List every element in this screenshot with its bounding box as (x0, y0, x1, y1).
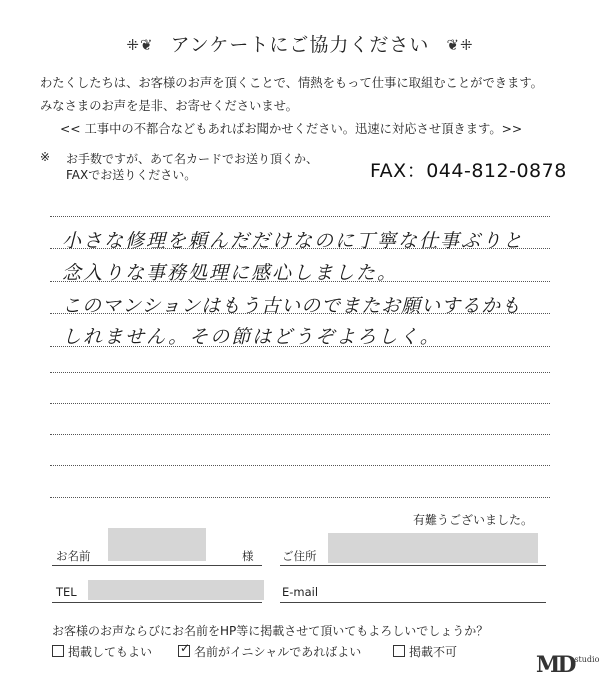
name-suffix: 様 (242, 549, 254, 563)
handwritten-comment-line-1: 小さな修理を頼んだだけなのに丁寧な仕事ぶりと (62, 230, 525, 252)
handwritten-comment-line-4: しれません。その節はどうぞよろしく。 (62, 326, 441, 348)
email-underline (280, 602, 546, 603)
intro-line-3: << 工事中の不都合なども​あればお聞かせください。迅速に対応させ頂きます。>> (60, 122, 523, 136)
writing-line (50, 465, 550, 466)
checkbox-unchecked-icon[interactable] (52, 645, 64, 657)
survey-title (0, 30, 600, 57)
email-label: E-mail (282, 585, 319, 599)
writing-line (50, 216, 550, 217)
publish-question: お客様のお声ならびにお名前をHP等に掲載させて頂いてもよろしいでしょうか？ (52, 624, 489, 638)
option-initials-ok[interactable] (178, 643, 361, 660)
thanks-text: 有難うございました。 (413, 513, 534, 527)
handwritten-comment-line-2: 念入りな事務処理に感心しました。 (62, 262, 399, 284)
note-line-1: お手数ですが、あて名カードでお送り頂くか、 (66, 152, 319, 166)
option-label: 掲載不可 (409, 645, 458, 659)
tel-underline (52, 602, 262, 603)
tel-redacted (88, 580, 264, 600)
writing-line (50, 372, 550, 373)
option-publish-no[interactable] (393, 643, 457, 660)
note-line-2: FAXでお送りください。 (66, 168, 197, 182)
tel-label: TEL (56, 585, 77, 599)
checkbox-unchecked-icon[interactable] (393, 645, 405, 657)
address-underline (280, 565, 546, 566)
handwritten-comment-line-3: このマンションはもう古いのでまたお願いするかも (62, 295, 522, 317)
name-label: お名前 (56, 549, 91, 563)
address-label: ご住所 (282, 549, 317, 563)
option-publish-ok[interactable] (52, 643, 152, 660)
option-label: 名前がイニシャルであればよい (194, 645, 362, 659)
intro-line-1: わたくしたちは、お客様のお声を頂くことで、情熱をもって仕事に取組むことができます。 (40, 76, 543, 90)
ornament-left-icon: ⁜❦ (126, 36, 154, 54)
logo-text: studio (574, 655, 600, 664)
name-redacted (108, 528, 206, 561)
name-underline (52, 565, 262, 566)
checkbox-checked-icon[interactable] (178, 641, 191, 657)
address-redacted (328, 533, 538, 563)
intro-line-2: みなさまのお声を是非、お寄せくださいませ。 (40, 99, 298, 113)
studio-logo (536, 652, 599, 678)
writing-line (50, 497, 550, 498)
writing-line (50, 434, 550, 435)
note-mark: ※ (40, 150, 51, 164)
writing-line (50, 403, 550, 404)
ornament-right-icon: ❦⁜ (446, 36, 474, 54)
logo-mark: MD (536, 652, 574, 678)
option-label: 掲載してもよい (68, 645, 153, 659)
check-mark-icon: ✓ (180, 641, 191, 655)
survey-title-text: アンケートにご協力ください (170, 34, 430, 56)
fax-number: FAX：044-812-0878 (370, 160, 567, 182)
